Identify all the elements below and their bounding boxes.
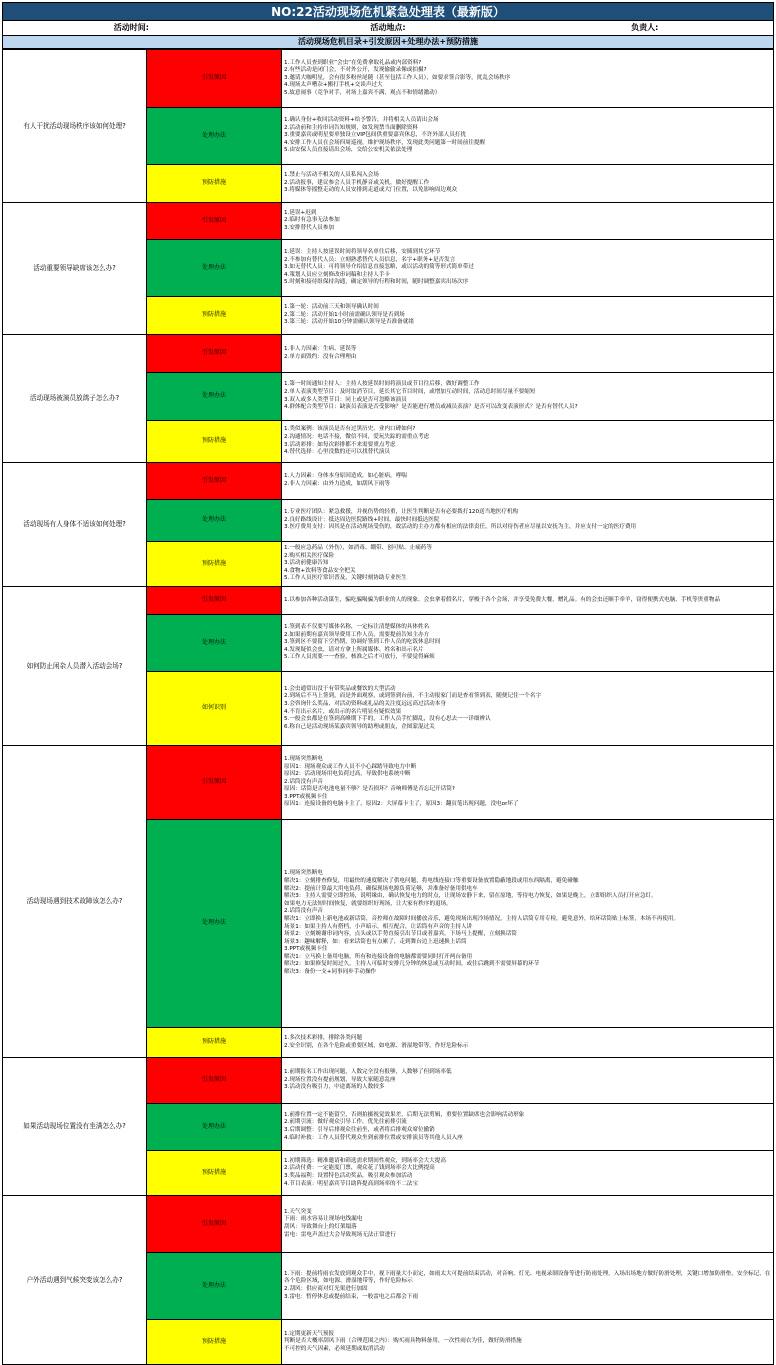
content-line: 场景3：趣味解释，如：看来话筒也有点累了，走到舞台边上迅速换上话筒	[284, 938, 467, 945]
sheet-title: NO:22活动现场危机紧急处理表（最新版）	[2, 2, 774, 21]
content-line: 3.会咨询什么奖品，对活动资料或礼品的关注度远远高过活动本身	[284, 700, 446, 707]
row-content	[282, 587, 774, 615]
content-line: 1.第一轮：活动前三天和领导确认时间	[284, 304, 379, 311]
content-line: 1.初期筛选：精准邀请和筛选需求期间性观众，到场率会大大提高	[284, 1157, 446, 1164]
content-line: 3.邀请大咖明星，会有很多粉丝尾随（甚至包括工作人员），如要求签合影等，扰乱会场秩序	[284, 74, 511, 81]
row-content	[282, 108, 774, 165]
content-line: 2.单方面毁约：没有合理理由	[284, 353, 357, 360]
content-line: 场景1：如果主持人有搭档，小声暗示，相互配合，让话筒有声音的主持人讲	[284, 923, 473, 930]
content-line: 不可控的天气因素，必须延期或取消活动	[284, 1345, 385, 1352]
content-line: 1.延误+迟到	[284, 209, 317, 216]
content-line: 2.有些活动是闭门会，不对外公开，发现偷偷录像或拍摄?	[284, 67, 427, 74]
content-line: 判断是否大概率刮风下雨（合理范围之内）：购买雨具物料备用，一次性雨衣为佳，做好防滑措施	[284, 1338, 522, 1345]
crisis-question: 活动现场遇到技术故障该怎么办?	[3, 746, 147, 1058]
table-row	[3, 335, 774, 373]
content-line: 4.不肯出示名片，或出示的名片明显有疑似效果	[284, 708, 402, 715]
content-line: 6.称自己是活动现场某嘉宾领导的助理或朋友，企图蒙混过关	[284, 723, 435, 730]
content-line: 4.发现疑似会虫，请对方拿上所属媒体、姓名和出示名片	[284, 646, 424, 653]
row-content	[282, 203, 774, 240]
content-line: 1.天气突变	[284, 1208, 312, 1215]
content-line: 3.签到区不要留下空挡期，协调好签到工作人员的吃饭休息时间	[284, 639, 441, 646]
row-content	[282, 820, 774, 1028]
content-line: 1.签到表不仅要写媒体名称，一定标注清楚媒体的具体姓名	[284, 624, 430, 631]
content-line: 1.禁止与活动不相关的人员私闯入会场	[284, 172, 379, 179]
content-line: 4.食物+饮料等食品安全把关	[284, 567, 356, 574]
row-content	[282, 1196, 774, 1253]
row-type-label: 引发原因	[147, 1058, 282, 1104]
info-row	[2, 21, 774, 36]
content-line: 3.PPT或视频卡住	[284, 793, 328, 800]
content-line: 刮风：导致舞台上的灯架塌落	[284, 1224, 357, 1230]
content-line: 2.现场位置没有提前规划，导致大家随意乱座	[284, 1076, 396, 1083]
content-line: 1.定期更新天气预报	[284, 1330, 335, 1337]
content-line: 解决1：立即换上新电池或新话筒，音控师在故障时间播放音乐，避免现场出现冷场情况，主持人话筒专用专检，避免意外，给环话筒贴上标签，本场不再使用。	[284, 915, 680, 922]
row-content	[282, 500, 774, 542]
content-line: 2.活动报事，建议参会人员手机静音或关机，做好提醒工作	[284, 179, 430, 186]
content-line: 5.工作人员需要一一查验，核准之后才可放行，不要觉得麻烦	[284, 654, 435, 661]
row-content	[282, 1028, 774, 1058]
row-content	[282, 746, 774, 820]
content-line: 解决2：提前计算最大用电负荷，确保现场电源负荷足够，并准备好备用供电车	[284, 885, 478, 892]
content-line: 5.故意闹事（竞争对手，对场上嘉宾不满，观点不和情绪激动）	[284, 89, 441, 96]
content-line: 3.第三轮：活动开始10分钟需确认领导是否准备就绪	[284, 319, 414, 326]
content-line: 2.购买相关医疗保险	[284, 552, 335, 559]
content-line: 4.临时补救：工作人员替代观众坐到前排位置或安排演员等其他人员入座	[284, 1134, 463, 1141]
content-line: 1.第一时间通知主持人：主持人按延误时间将演员或节目往后移，做好调整工作	[284, 381, 480, 388]
content-line: 5.工作人员医疗常识普及，关键时刻协助专业医生	[284, 575, 407, 582]
content-line: 1.类似案例：该演员是否有过黑历史、业内口碑如何?	[284, 426, 416, 433]
crisis-question: 活动现场被演员放鸽子怎么办?	[3, 335, 147, 463]
row-type-label: 处理办法	[147, 240, 282, 297]
content-line: 3.如无替代人员：可将领导介绍信息直接忽略，或以活动的简等形式简单带过	[284, 264, 474, 271]
row-type-label: 引发原因	[147, 587, 282, 615]
content-line: 3.双人或多人类型节目：同上或是否可忽略该演员	[284, 396, 407, 403]
row-content	[282, 335, 774, 373]
content-line: 5.时刻和接待组保持沟通，确定领导的行程和时间，随时调整嘉宾出场次序	[284, 279, 469, 286]
crisis-question: 如何防止闲杂人员潜入活动会场?	[3, 587, 147, 746]
row-type-label: 处理办法	[147, 373, 282, 421]
table-row	[3, 746, 774, 820]
content-line: 解决2：如果修复时间过久，主持人可临时安排几分钟的休息或互动时间，或往后跳到不需要屏幕的环节	[284, 961, 540, 968]
row-content	[282, 542, 774, 587]
row-type-label: 如何识别	[147, 672, 282, 746]
content-line: 1.会虫通常出没于有带奖品或餐饮的大型活动	[284, 685, 396, 692]
content-line: 原因：话筒是否电池电量不够？是否损坏？音响师傅是否忘记开话筒?	[284, 786, 455, 793]
crisis-question: 有人干扰活动现场秩序该如何处理?	[3, 50, 147, 203]
content-line: 1.确认身份+收回活动资料+给予警告，并将相关人员请出会场	[284, 117, 439, 124]
content-line: 2.前期引流：做好观众引导工作，优先往前排引流	[284, 1119, 407, 1126]
row-type-label: 处理办法	[147, 1253, 282, 1320]
row-content	[282, 1320, 774, 1365]
content-line: 下雨：雨水容易让现场电线漏电	[284, 1216, 363, 1223]
content-line: 4.策划人员应立刻修改串词稿和主持人手卡	[284, 271, 391, 278]
content-line: 如果电力无法短时间恢复，就要组织好现场，让大家有秩序的退场。	[284, 900, 452, 907]
content-line: 解决3：主持人需要立即控场，说明缘由，确认恢复电力的时点，让现场安静下来，留在原地，等待电力恢复，如果是晚上，立即组织人员打开应急灯。	[284, 893, 657, 900]
content-line: 2.活动前和主持串词告知规则，如发现禁当面删除资料	[284, 124, 418, 131]
content-line: 2.刮风：供应商对灯光架进行加固	[284, 1286, 368, 1292]
row-content	[282, 1253, 774, 1320]
content-line: 2.良好路线设计：抵达周边医院路线+时间，最快时间抵达医院	[284, 516, 440, 523]
content-line: 5.由安保人员直接请出会场，交给公安机关依法处理	[284, 147, 413, 154]
content-line: 4.安排工作人员在会场四周巡视，维护现场秩序，发现此类问题第一时间前往提醒	[284, 139, 486, 146]
content-line: 2.非人力因素：由外力造成，如刮风下雨等	[284, 481, 391, 487]
content-line: 解决3：备份一支+同事同步手动操作	[284, 969, 377, 976]
content-line: 3.安排替代人员参加	[284, 224, 335, 231]
table-row	[3, 1058, 774, 1104]
content-line: 2.到场后不马上签到，而是外面观察，或到签到台前，不主动报家门而是查看签到表，随便记住一个名字	[284, 693, 542, 700]
content-line: 4.群体配合类型节目：缺演员表演是否受影响？是否能进行增员或减员表演？是否可以改变表演形式？是否有替代人员?	[284, 404, 578, 411]
row-type-label: 引发原因	[147, 203, 282, 240]
table-header: 活动现场危机目录+引发原因+处理办法+预防措施	[2, 36, 774, 49]
content-line: 3.将媒体等摇整走动的人员安排到走道或大门位置，以免影响周边观众	[284, 187, 458, 194]
content-line: 3.雷电：暂停休息或提前结束，一般雷电之后都会下雨	[284, 1293, 418, 1300]
row-content	[282, 615, 774, 672]
row-type-label: 预防措施	[147, 165, 282, 203]
row-content	[282, 421, 774, 463]
content-line: 4.现场太声嘈杂+搬打手机+交谈声过大	[284, 82, 383, 89]
table-row	[3, 203, 774, 240]
crisis-question: 活动重要领导缺席该怎么办?	[3, 203, 147, 335]
table-row	[3, 463, 774, 500]
activity-time-label: 活动时间:	[113, 23, 149, 32]
content-line: 3.活动没有吸引力，中途离场的人数较多	[284, 1084, 385, 1091]
crisis-question: 如果活动现场位置没有坐满怎么办?	[3, 1058, 147, 1196]
row-type-label: 预防措施	[147, 542, 282, 587]
row-content	[282, 672, 774, 746]
content-line: 1.一般应急药品（外伤），如消毒、绷带、创可贴、止痛药等	[284, 545, 432, 552]
content-line: 2.第二轮：活动开始1小时前需确认领导是否到场	[284, 311, 405, 318]
content-line: 2.单人表演类型节目：及时取消节目，延长其它节目时间，或增加互动时间，活动总时间尽量不要缩短	[284, 388, 536, 395]
content-line: 解决1：立马换上备用电脑，所有和连接设备的电脑都需要同时打开两台备用	[284, 953, 473, 960]
content-line: 1.工作人员查到职业”会虫“在免费拿取礼品或内部资料?	[284, 59, 422, 66]
content-line: 3.活动彩排：如每次彩排都不来需要重点考虑	[284, 441, 396, 448]
content-line: 原因2：活动现场用电负荷过高，导致供电系统中断	[284, 771, 411, 778]
row-content	[282, 373, 774, 421]
content-line: 解决1：立刻排查修复，用最快的速度解决了供电问题，将电线连接口等重要设备放置隐蔽地段或用东西隔离，避免碰触	[284, 877, 579, 884]
content-line: 2.不参加有替代人员：立刻熟悉替代人员信息，名字+职务+是否发言	[284, 256, 456, 263]
content-line: 3.PPT或视频卡住	[284, 946, 328, 953]
content-line: 3.奖品福利：设置特色活动奖品，吸引观众参加活动	[284, 1173, 413, 1179]
content-line: 1.下雨：提前将雨衣发放到观众手中，视下雨量大小而定，如雨太大可提前结束活动，对音响、灯光、电视录制设备等进行防雨处理，入场出场地方做好防滑处理，关键口增加防滑垫，安全标记，在各个危险区域，如电源、滑湿地带等，作好危险标示	[284, 1270, 771, 1285]
row-type-label: 处理办法	[147, 500, 282, 542]
content-line: 2.话筒没有声音	[284, 908, 323, 915]
row-content	[282, 1058, 774, 1104]
table-row	[3, 50, 774, 108]
row-type-label: 预防措施	[147, 1151, 282, 1196]
row-type-label: 处理办法	[147, 1104, 282, 1151]
owner-label: 负责人:	[631, 23, 659, 32]
crisis-question: 户外活动遇到气候突变该怎么办?	[3, 1196, 147, 1365]
content-line: 2.沟通情况：电话不接，微信不回，爱玩失踪的需重点考虑	[284, 433, 430, 440]
emergency-sheet	[2, 2, 774, 1365]
row-content	[282, 50, 774, 108]
content-line: 2.临时有急事无法参加	[284, 217, 340, 224]
content-line: 1.现场突然断电	[284, 870, 323, 877]
row-type-label: 预防措施	[147, 1320, 282, 1365]
row-type-label: 引发原因	[147, 746, 282, 820]
content-line: 1.以参加各种活动谋生，骗吃骗喝骗为职业的人的现象。会虫拿着假名片，穿梭于各个会场，并享受免费大餐，赠礼品。有的会虫还顺手牵羊，窃得便携式电脑、手机等贵重物品	[284, 596, 721, 603]
row-content	[282, 297, 774, 335]
activity-place-label: 活动地点:	[370, 23, 406, 32]
content-line: 3.重要嘉宾或明星要单独设立VIP包间供重要嘉宾休息，不许外部人员打扰	[284, 132, 466, 139]
row-type-label: 引发原因	[147, 1196, 282, 1253]
table-row	[3, 587, 774, 615]
row-type-label: 引发原因	[147, 50, 282, 108]
content-line: 场景2：立刻婉谢串词内容，点头或以手势直接引出节目或者嘉宾，下场马上提醒，立刻换话筒	[284, 931, 517, 938]
content-line: 1.专业医疗团队：紧急救援，并视伤势的轻重，让医生判断是否有必要拨打120送当地医疗机构	[284, 509, 519, 516]
content-line: 3.后期调整：引导后排观众往前坐，或者将后排观众席位撤销	[284, 1127, 435, 1133]
content-line: 原因1：连接设备的电脑卡主了，原因2：大屏幕卡主了，原因3：翻页笔出现问题，没电or坏了	[284, 801, 519, 808]
content-line: 3.活动前健康告知	[284, 560, 329, 567]
row-type-label: 引发原因	[147, 463, 282, 500]
row-content	[282, 240, 774, 297]
crisis-question: 活动现场有人身体不适该如何处理?	[3, 463, 147, 587]
content-line: 2.话筒没有声音	[284, 778, 323, 785]
content-line: 1.人力因素：身体本身原因造成，如心脏病，哮喘	[284, 473, 407, 480]
content-line: 2.活动付费：一定能度门票，观众花了钱到场率会大比例提高	[284, 1165, 435, 1172]
row-type-label: 预防措施	[147, 297, 282, 335]
content-line: 1.现场突然断电	[284, 755, 323, 762]
content-line: 4.替代选择：心里没数的还可以找替代演员	[284, 449, 391, 456]
content-line: 1.延误：主持人按延误时间将领导名单往后移，安插到其它环节	[284, 249, 441, 256]
content-line: 原因1：现场观众或工作人员不小心踩踏导致电力中断	[284, 763, 417, 770]
row-type-label: 处理办法	[147, 615, 282, 672]
content-line: 1.非人力因素：生病、延误等	[284, 345, 357, 352]
content-line: 3.医疗费用支付：因其是在活动现场受伤的，故活动的主办方都有相应的法律责任，所以对待伤者应尽量以安抚为主，并应支付一定的医疗费用	[284, 524, 637, 531]
row-type-label: 引发原因	[147, 335, 282, 373]
crisis-table	[2, 49, 774, 1365]
content-line: 5.一般会虫都是在签到高峰期下手的，工作人员手忙脚乱，没有心思去一一详细辨认	[284, 716, 491, 723]
row-type-label: 处理办法	[147, 820, 282, 1028]
table-row	[3, 1196, 774, 1253]
row-type-label: 预防措施	[147, 421, 282, 463]
row-content	[282, 1104, 774, 1151]
row-content	[282, 1151, 774, 1196]
row-content	[282, 463, 774, 500]
content-line: 1.前排位置一定不能留空，否则拍摄视觉效果差，后期无法剪辑，重要位置缺席也会影响活动形象	[284, 1111, 525, 1118]
content-line: 1.前期报名工作出现问题，人数完全没有报够，人数够了但到场率低	[284, 1069, 452, 1076]
content-line: 雷电：雷电声盖过大会导致现场无法正常进行	[284, 1231, 396, 1238]
row-content	[282, 165, 774, 203]
row-type-label: 预防措施	[147, 1028, 282, 1058]
content-line: 2.如果前期有嘉宾领导费用工作人员，需要提前告知主办方	[284, 631, 430, 638]
content-line: 1.多次技术彩排，排除各类问题	[284, 1034, 363, 1041]
content-line: 2.安全识别，在各个危险或重要区域，如电源、滑湿地带等，作好危险标示	[284, 1042, 469, 1049]
row-type-label: 处理办法	[147, 108, 282, 165]
content-line: 4.节目表演：明星嘉宾节目助阵提高到场率的不二法宝	[284, 1180, 418, 1187]
